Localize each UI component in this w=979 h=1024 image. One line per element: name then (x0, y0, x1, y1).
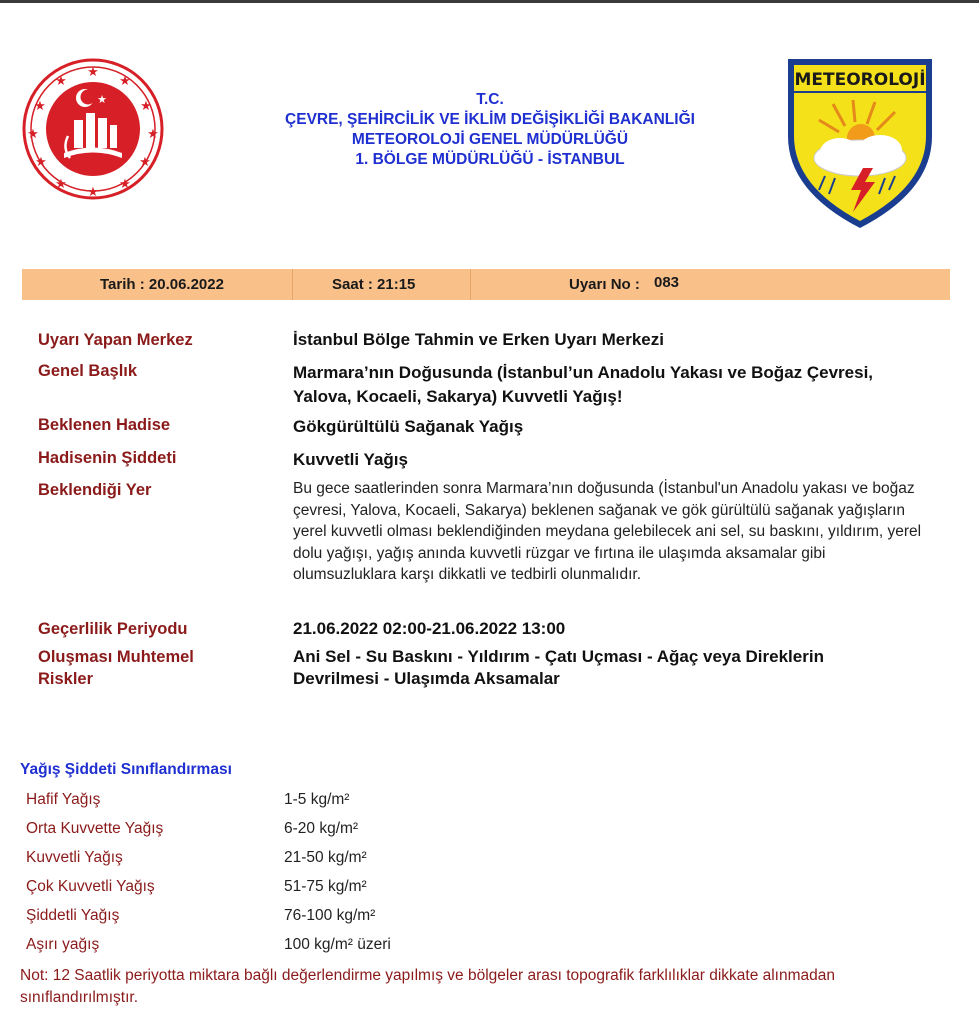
classification-name: Çok Kuvvetli Yağış (26, 878, 155, 895)
svg-text:★: ★ (119, 177, 131, 192)
field-value-title: Marmara’nın Doğusunda (İstanbul’un Anadolu Yakası ve Boğaz Çevresi, Yalova, Kocaeli, Sakarya) Kuvvetli Yağış! (293, 363, 874, 406)
top-border (0, 0, 979, 3)
svg-text:★: ★ (55, 74, 67, 89)
warning-time: Saat : 21:15 (332, 276, 416, 293)
classification-value: 76-100 kg/m² (284, 907, 376, 924)
field-label-severity: Hadisenin Şiddeti (38, 449, 177, 467)
field-label-location: Beklendiği Yer (38, 481, 152, 499)
svg-text:★: ★ (35, 155, 47, 170)
ministry-header (240, 90, 740, 170)
warning-date: Tarih : 20.06.2022 (100, 276, 224, 293)
ministry-seal-icon (22, 58, 164, 200)
bar-divider (292, 269, 293, 300)
warning-number: 083 (654, 274, 680, 291)
classification-value: 100 kg/m² üzeri (284, 936, 391, 953)
field-label-center: Uyarı Yapan Merkez (38, 331, 193, 349)
field-value-validity: 21.06.2022 02:00-21.06.2022 13:00 (293, 619, 566, 638)
field-value-risks: Ani Sel - Su Baskını - Yıldırım - Çatı Uçması - Ağaç veya Direklerin Devrilmesi - Ulaşımda Aksamalar (293, 647, 824, 688)
field-label-event: Beklenen Hadise (38, 416, 171, 434)
field-label-title: Genel Başlık (38, 362, 138, 380)
svg-text:★: ★ (140, 99, 152, 114)
field-value-center: İstanbul Bölge Tahmin ve Erken Uyarı Merkezi (293, 330, 664, 349)
field-value-location: Bu gece saatlerinden sonra Marmara’nın doğusunda (İstanbul'un Anadolu yakası ve boğaz çevresi, Yalova, Kocaeli, Sakarya) beklenen sağanak ve gök gürültülü sağanak yağışların yerel kuvvetli olması beklendiğinden meydana gelebilecek ani sel, su baskını, yıldırım, yerel dolu yağışı, yağış anında kuvvetli rüzgar ve fırtına ile ulaşımda aksamalar gibi olumsuzluklara karşı dikkatli ve tedbirli olunmalıdır. (293, 480, 922, 583)
classification-name: Kuvvetli Yağış (26, 849, 123, 866)
header-line-directorate: METEOROLOJİ GENEL MÜDÜRLÜĞÜ (351, 131, 629, 148)
svg-text:★: ★ (55, 177, 67, 192)
meteoroloji-shield-logo (785, 56, 935, 231)
classification-title: Yağış Şiddeti Sınıflandırması (20, 761, 232, 778)
classification-value: 6-20 kg/m² (284, 820, 359, 837)
header-line-tc: T.C. (476, 91, 504, 108)
classification-note: Not: 12 Saatlik periyotta miktara bağlı değerlendirme yapılmış ve bölgeler arası topografik farklılıklar dikkate alınmadan sınıflandırılmıştır. (20, 967, 836, 1006)
svg-text:★: ★ (34, 99, 46, 114)
header-line-ministry: ÇEVRE, ŞEHİRCİLİK VE İKLİM DEĞİŞİKLİĞİ BAKANLIĞI (285, 111, 695, 128)
field-value-event: Gökgürültülü Sağanak Yağış (293, 417, 524, 436)
classification-name: Hafif Yağış (26, 791, 101, 808)
field-label-validity: Geçerlilik Periyodu (38, 620, 188, 638)
svg-text:★: ★ (87, 185, 99, 200)
warning-info-bar (22, 269, 950, 300)
classification-name: Aşırı yağış (26, 936, 100, 953)
classification-value: 1-5 kg/m² (284, 791, 350, 808)
svg-text:★: ★ (139, 155, 151, 170)
classification-name: Şiddetli Yağış (26, 907, 120, 924)
svg-text:★: ★ (97, 93, 107, 106)
classification-value: 21-50 kg/m² (284, 849, 367, 866)
field-label-risks: Oluşması Muhtemel Riskler (38, 648, 194, 688)
classification-value: 51-75 kg/m² (284, 878, 367, 895)
classification-name: Orta Kuvvette Yağış (26, 820, 164, 837)
ministry-seal-logo (22, 58, 164, 200)
svg-text:★: ★ (147, 127, 159, 142)
field-value-severity: Kuvvetli Yağış (293, 450, 408, 469)
logo-right-text: METEOROLOJİ (794, 70, 926, 90)
header-line-region: 1. BÖLGE MÜDÜRLÜĞÜ - İSTANBUL (355, 151, 625, 168)
svg-text:★: ★ (27, 127, 39, 142)
svg-text:★: ★ (87, 65, 99, 80)
svg-text:★: ★ (119, 74, 131, 89)
meteoroloji-shield-icon (785, 56, 935, 231)
warning-number-label: Uyarı No : (569, 276, 640, 293)
bar-divider (470, 269, 471, 300)
